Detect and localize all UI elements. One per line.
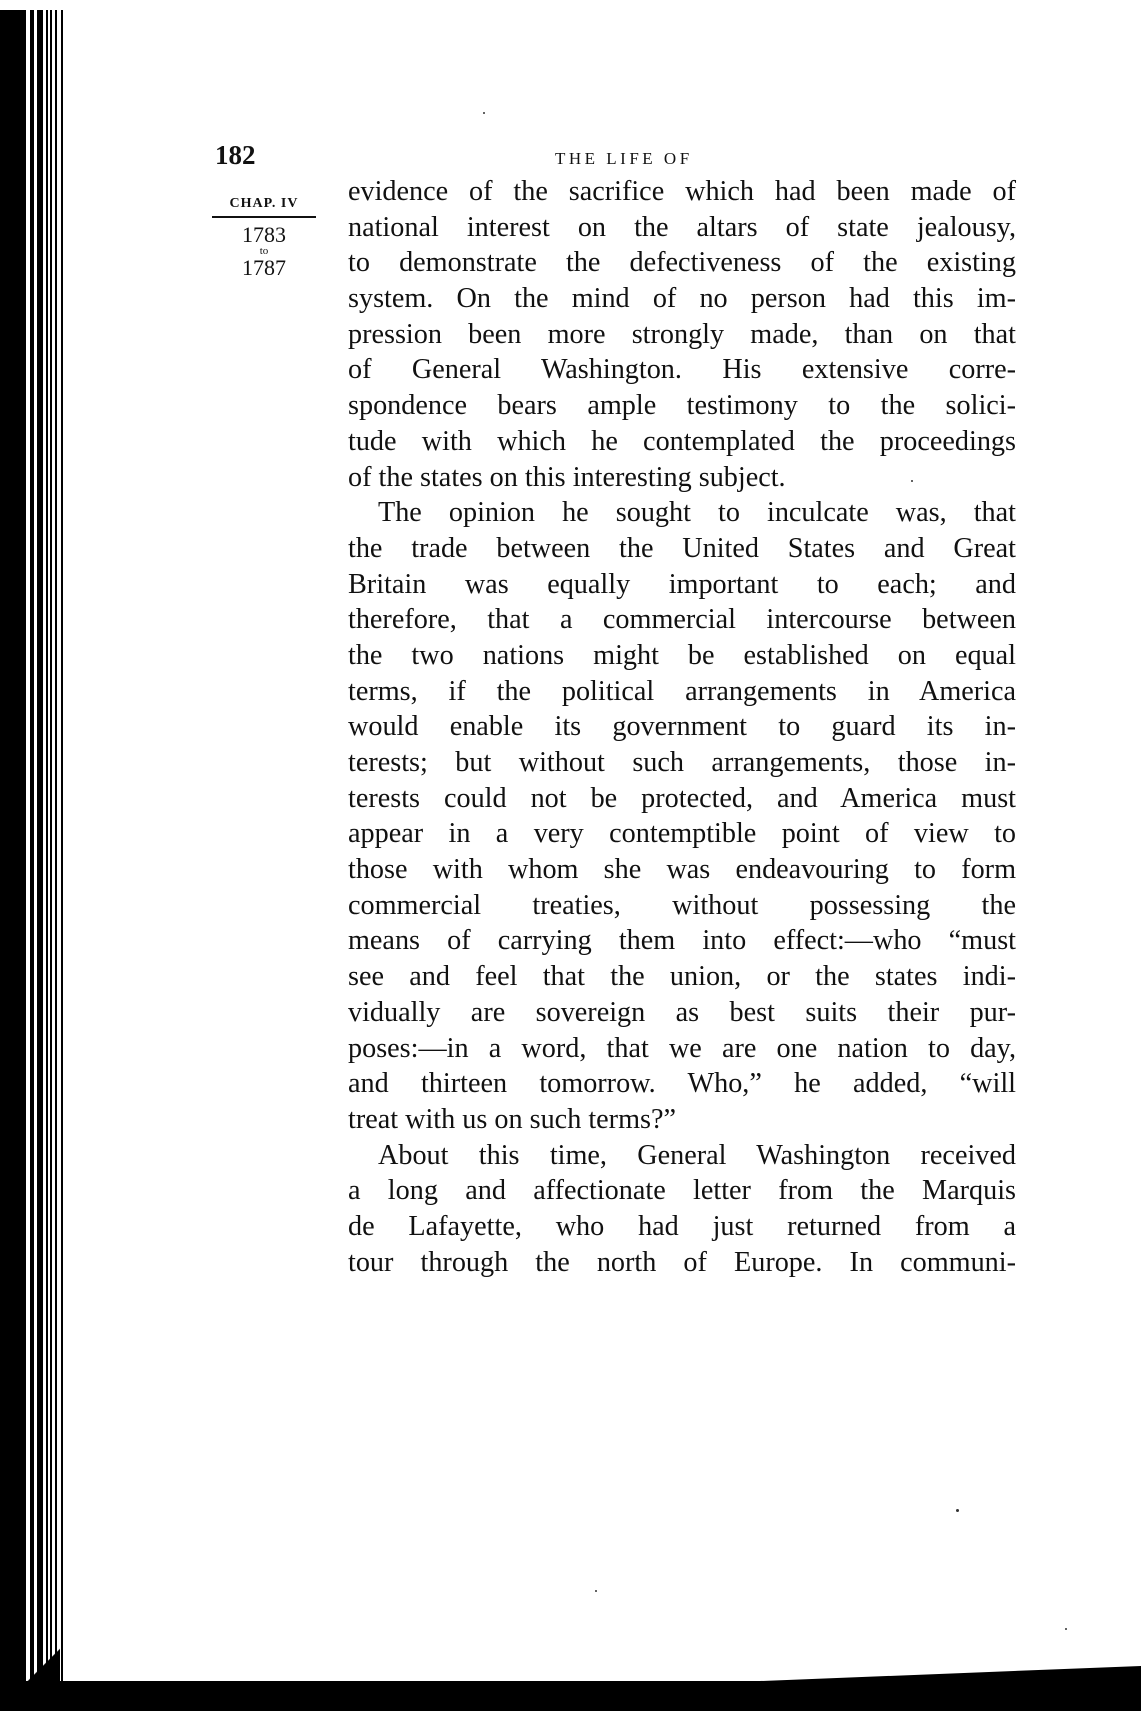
text-line: terests; but without such arrangements, those in-	[348, 747, 1016, 778]
year-range-to: to	[259, 245, 269, 257]
scan-speck	[911, 480, 913, 482]
text-line: The opinion he sought to inculcate was, that	[378, 497, 1016, 529]
text-line: the trade between the United States and Great	[348, 532, 1016, 564]
text-line: evidence of the sacrifice which had been made of	[348, 176, 1016, 207]
scan-speck	[483, 112, 485, 114]
body-text	[348, 174, 1016, 1280]
scan-speck	[595, 1590, 597, 1592]
text-line: a long and affectionate letter from the Marquis	[348, 1175, 1016, 1207]
text-line: of the states on this interesting subject.	[348, 461, 786, 493]
scan-speck	[956, 1509, 959, 1512]
year-end: 1787	[242, 255, 286, 280]
text-line: and thirteen tomorrow. Who,” he added, “will	[348, 1068, 1016, 1100]
text-line: national interest on the altars of state jealousy,	[348, 211, 1016, 243]
text-line: spondence bears ample testimony to the solici-	[348, 390, 1016, 422]
text-line: system. On the mind of no person had this im-	[348, 283, 1016, 315]
text-line: About this time, General Washington received	[378, 1139, 1016, 1171]
margin-note	[212, 196, 316, 279]
text-line: appear in a very contemptible point of view to	[348, 818, 1016, 850]
text-line: those with whom she was endeavouring to form	[348, 854, 1016, 886]
text-line: tour through the north of Europe. In communi-	[348, 1246, 1016, 1278]
scan-speck	[1065, 1628, 1067, 1630]
text-line: de Lafayette, who had just returned from a	[348, 1210, 1016, 1242]
text-line: terests could not be protected, and America must	[348, 782, 1016, 814]
text-line: therefore, that a commercial intercourse between	[348, 604, 1016, 636]
text-line: terms, if the political arrangements in America	[348, 675, 1016, 707]
text-line: vidually are sovereign as best suits their pur-	[348, 996, 1016, 1028]
text-line: poses:—in a word, that we are one nation to day,	[348, 1032, 1016, 1064]
text-line: see and feel that the union, or the states indi-	[348, 961, 1016, 993]
year-start: 1783	[242, 222, 286, 247]
text-line: treat with us on such terms?”	[348, 1103, 676, 1135]
text-line: Britain was equally important to each; and	[348, 568, 1016, 600]
text-line: would enable its government to guard its in-	[348, 711, 1016, 743]
scan-bottom-corner	[0, 1631, 60, 1711]
chapter-label: CHAP. IV	[212, 196, 316, 218]
page-number: 182	[215, 140, 256, 170]
text-line: means of carrying them into effect:—who “must	[348, 925, 1016, 957]
text-line: tude with which he contemplated the proceedings	[348, 425, 1016, 457]
running-title: THE LIFE OF	[555, 149, 693, 168]
text-line: the two nations might be established on equal	[348, 639, 1016, 671]
binding-gutter	[0, 10, 70, 1711]
scan-bottom-band	[0, 1681, 1141, 1711]
text-line: of General Washington. His extensive corre-	[348, 354, 1016, 386]
text-line: commercial treaties, without possessing the	[348, 889, 1016, 921]
text-line: to demonstrate the defectiveness of the existing	[348, 247, 1016, 279]
text-line: pression been more strongly made, than on that	[348, 318, 1016, 350]
